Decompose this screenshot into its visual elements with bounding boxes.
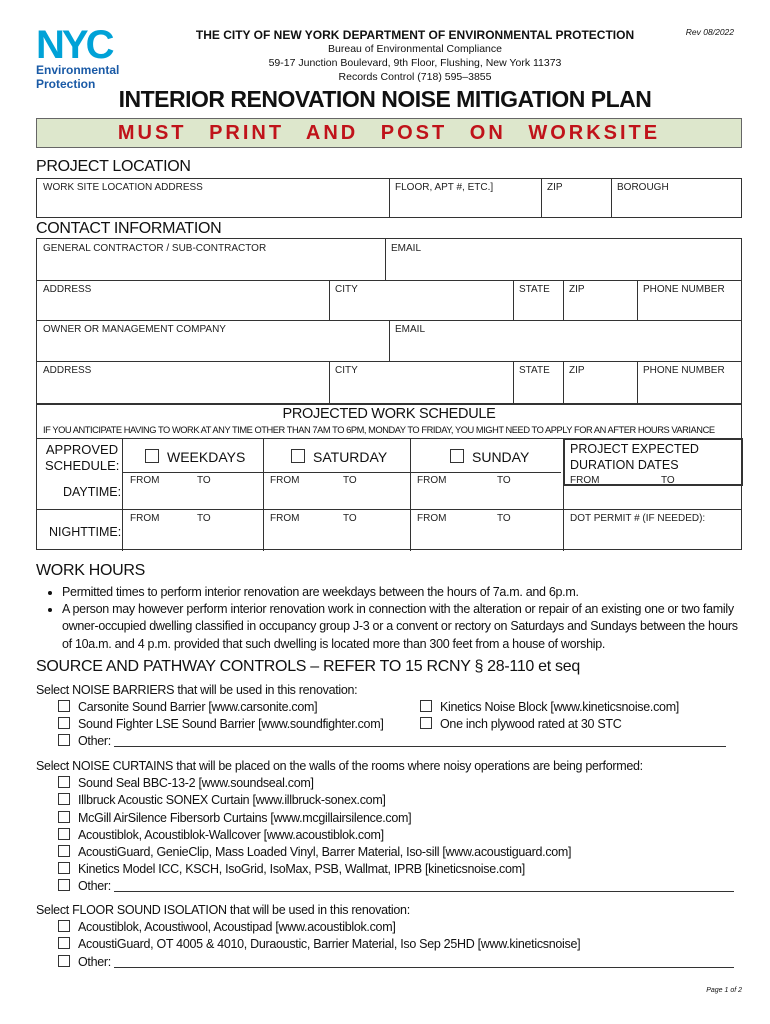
schedule-table	[36, 404, 742, 550]
logo-sub1: Environmental	[36, 63, 120, 77]
field-contractor-address[interactable]: ADDRESS	[43, 284, 92, 295]
noise-barriers-section	[36, 682, 742, 750]
section-contact-information: CONTACT INFORMATION	[36, 220, 222, 237]
checkbox[interactable]	[58, 776, 70, 788]
floor-option-other[interactable]	[58, 954, 742, 971]
work-hours-list	[36, 584, 742, 653]
weekday-day-to[interactable]: TO	[197, 475, 211, 486]
checkbox[interactable]	[58, 734, 70, 746]
option-label: Illbruck Acoustic SONEX Curtain [www.illbruck-sonex.com]	[78, 793, 386, 808]
field-floor-apt[interactable]: FLOOR, APT #, ETC.]	[395, 182, 494, 193]
logo-text: NYC	[36, 23, 112, 67]
checkbox[interactable]	[58, 793, 70, 805]
checkbox[interactable]	[58, 879, 70, 891]
sunday-checkbox[interactable]	[450, 449, 464, 463]
field-zip[interactable]: ZIP	[547, 182, 563, 193]
saturday-option[interactable]	[291, 449, 387, 465]
logo-sub2: Protection	[36, 77, 96, 91]
field-contractor-zip[interactable]: ZIP	[569, 284, 585, 295]
weekday-night-from[interactable]: FROM	[130, 513, 160, 524]
curtain-option-1[interactable]	[58, 775, 742, 792]
section-work-hours: WORK HOURS	[36, 562, 146, 579]
floor-option-2[interactable]	[58, 936, 742, 953]
curtain-other-input[interactable]	[114, 879, 734, 892]
option-label: McGill AirSilence Fibersorb Curtains [www.mcgillairsilence.com]	[78, 810, 412, 825]
noise-curtains-intro: Select NOISE CURTAINS that will be placed on the walls of the rooms where noisy operations are being performed:	[36, 759, 643, 773]
page-number: Page 1 of 2	[706, 987, 742, 994]
checkbox[interactable]	[420, 700, 432, 712]
barrier-option-kinetics[interactable]	[420, 699, 679, 716]
field-owner-company[interactable]: OWNER OR MANAGEMENT COMPANY	[43, 324, 226, 335]
field-borough[interactable]: BOROUGH	[617, 182, 669, 193]
option-label: Acoustiblok, Acoustiwool, Acoustipad [www.acoustiblok.com]	[78, 920, 396, 935]
field-contractor-phone[interactable]: PHONE NUMBER	[643, 284, 725, 295]
option-label: Carsonite Sound Barrier [www.carsonite.com]	[78, 700, 318, 715]
nyc-dep-logo	[36, 23, 128, 91]
sunday-night-from[interactable]: FROM	[417, 513, 447, 524]
curtain-option-6[interactable]	[58, 861, 742, 878]
checkbox[interactable]	[58, 937, 70, 949]
saturday-checkbox[interactable]	[291, 449, 305, 463]
field-contractor-city[interactable]: CITY	[335, 284, 358, 295]
weekday-day-from[interactable]: FROM	[130, 475, 160, 486]
option-label: Sound Seal BBC-13-2 [www.soundseal.com]	[78, 776, 314, 791]
sunday-option[interactable]	[450, 449, 529, 465]
dot-permit-field[interactable]: DOT PERMIT # (IF NEEDED):	[570, 513, 706, 524]
bureau-name: Bureau of Environmental Compliance	[328, 43, 502, 55]
checkbox[interactable]	[420, 717, 432, 729]
checkbox[interactable]	[58, 955, 70, 967]
section-source-pathway-controls: SOURCE AND PATHWAY CONTROLS – REFER TO 15 RCNY § 28-110 et seq	[36, 658, 580, 675]
noise-curtains-section	[36, 758, 742, 896]
field-general-contractor[interactable]: GENERAL CONTRACTOR / SUB-CONTRACTOR	[43, 243, 267, 254]
saturday-label: SATURDAY	[313, 449, 388, 465]
project-location-table	[36, 178, 742, 218]
saturday-night-to[interactable]: TO	[343, 513, 357, 524]
nighttime-label: NIGHTTIME:	[49, 525, 122, 539]
field-owner-phone[interactable]: PHONE NUMBER	[643, 365, 725, 376]
curtain-option-4[interactable]	[58, 827, 742, 844]
field-owner-state[interactable]: STATE	[519, 365, 550, 376]
checkbox[interactable]	[58, 920, 70, 932]
field-contractor-state[interactable]: STATE	[519, 284, 550, 295]
floor-option-1[interactable]	[58, 919, 742, 936]
post-banner: MUST PRINT AND POST ON WORKSITE	[36, 118, 742, 148]
barrier-option-carsonite[interactable]	[58, 699, 317, 716]
revision-date: Rev 08/2022	[685, 27, 734, 37]
contact-table	[36, 238, 742, 404]
option-label: Other:	[78, 879, 111, 894]
checkbox[interactable]	[58, 828, 70, 840]
option-label: Acoustiblok, Acoustiblok-Wallcover [www.acoustiblok.com]	[78, 827, 384, 842]
form-title: INTERIOR RENOVATION NOISE MITIGATION PLAN	[118, 86, 652, 112]
duration-label: PROJECT EXPECTED DURATION DATES	[570, 442, 699, 472]
agency-address: 59-17 Junction Boulevard, 9th Floor, Flushing, New York 11373	[268, 57, 562, 69]
noise-barriers-intro: Select NOISE BARRIERS that will be used in this renovation:	[36, 683, 358, 697]
weekday-night-to[interactable]: TO	[197, 513, 211, 524]
field-owner-zip[interactable]: ZIP	[569, 365, 585, 376]
curtain-option-2[interactable]	[58, 792, 742, 809]
schedule-heading: PROJECTED WORK SCHEDULE	[282, 406, 496, 422]
option-label: Other:	[78, 734, 111, 749]
approved-schedule-label: APPROVED SCHEDULE:	[45, 442, 120, 473]
duration-to[interactable]: TO	[661, 475, 675, 486]
saturday-night-from[interactable]: FROM	[270, 513, 300, 524]
option-label: AcoustiGuard, GenieClip, Mass Loaded Vinyl, Barrer Material, Iso-sill [www.acoustiguard.com]	[78, 845, 572, 860]
weekdays-label: WEEKDAYS	[167, 449, 246, 465]
barrier-other-input[interactable]	[114, 734, 726, 747]
daytime-label: DAYTIME:	[63, 485, 122, 499]
option-label: Sound Fighter LSE Sound Barrier [www.soundfighter.com]	[78, 717, 384, 732]
floor-other-input[interactable]	[114, 955, 734, 968]
section-project-location: PROJECT LOCATION	[36, 158, 191, 175]
field-contractor-email[interactable]: EMAIL	[391, 243, 422, 254]
checkbox[interactable]	[58, 700, 70, 712]
saturday-day-from[interactable]: FROM	[270, 475, 300, 486]
sunday-night-to[interactable]: TO	[497, 513, 511, 524]
saturday-day-to[interactable]: TO	[343, 475, 357, 486]
agency-name: THE CITY OF NEW YORK DEPARTMENT OF ENVIRONMENTAL PROTECTION	[195, 28, 635, 42]
barrier-option-soundfighter[interactable]	[58, 716, 384, 733]
option-label: One inch plywood rated at 30 STC	[440, 717, 622, 732]
floor-isolation-section	[36, 902, 742, 971]
checkbox[interactable]	[58, 845, 70, 857]
weekdays-checkbox[interactable]	[145, 449, 159, 463]
field-worksite-address[interactable]: WORK SITE LOCATION ADDRESS	[43, 182, 203, 193]
after-hours-note: IF YOU ANTICIPATE HAVING TO WORK AT ANY TIME OTHER THAN 7AM TO 6PM, MONDAY TO FRIDAY, YOU MIGHT NEED TO APPLY FOR AN AFTER HOURS VARIANCE	[43, 425, 715, 435]
records-phone: Records Control (718) 595–3855	[338, 71, 492, 83]
barrier-option-other[interactable]	[36, 733, 742, 750]
floor-isolation-intro: Select FLOOR SOUND ISOLATION that will be used in this renovation:	[36, 903, 410, 917]
duration-from[interactable]: FROM	[570, 475, 600, 486]
option-label: Other:	[78, 954, 111, 969]
work-hours-bullet-2: • A person may however perform interior renovation work in connection with the alteration or repair of an existing one or two family owner-occupied dwelling classified in occupancy group J-3 or a convent or rectory on Saturdays and Sundays between the hours of 10a.m. and 4 p.m. provided that such dwelling is located more than 300 feet from a house of worship.	[62, 601, 742, 653]
field-owner-email[interactable]: EMAIL	[395, 324, 426, 335]
sunday-day-from[interactable]: FROM	[417, 475, 447, 486]
option-label: Kinetics Model ICC, KSCH, IsoGrid, IsoMax, PSB, Wallmat, IPRB [kineticsnoise.com]	[78, 862, 525, 877]
curtain-option-3[interactable]	[58, 810, 742, 827]
checkbox[interactable]	[58, 717, 70, 729]
weekdays-option[interactable]	[145, 449, 245, 465]
option-label: AcoustiGuard, OT 4005 & 4010, Duraoustic, Barrier Material, Iso Sep 25HD [www.kineticsnoise]	[78, 937, 581, 952]
curtain-option-other[interactable]	[58, 878, 742, 895]
curtain-option-5[interactable]	[58, 844, 742, 861]
work-hours-bullet-1: • Permitted times to perform interior renovation are weekdays between the hours of 7a.m. and 6p.m.	[62, 584, 742, 601]
field-owner-address[interactable]: ADDRESS	[43, 365, 92, 376]
checkbox[interactable]	[58, 862, 70, 874]
sunday-day-to[interactable]: TO	[497, 475, 511, 486]
sunday-label: SUNDAY	[472, 449, 530, 465]
option-label: Kinetics Noise Block [www.kineticsnoise.com]	[440, 700, 679, 715]
field-owner-city[interactable]: CITY	[335, 365, 358, 376]
checkbox[interactable]	[58, 811, 70, 823]
barrier-option-plywood[interactable]	[420, 716, 621, 733]
